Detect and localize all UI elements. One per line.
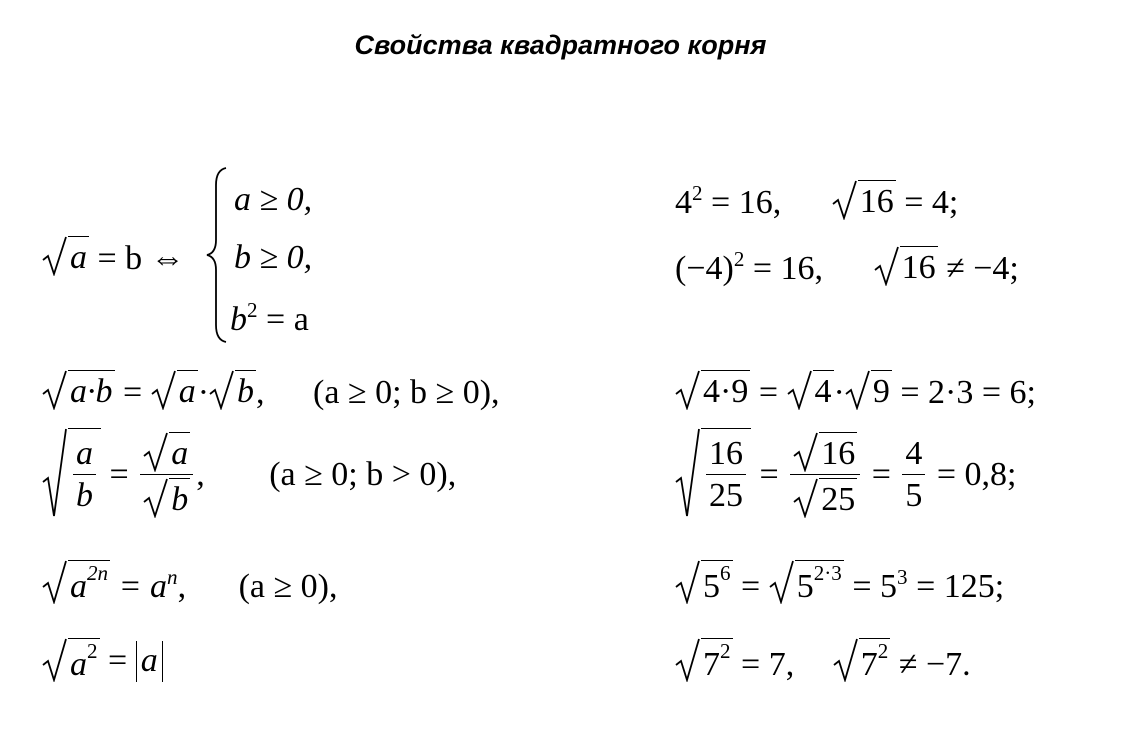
system-line-1: a ≥ 0, [234, 181, 313, 218]
condition: (a ≥ 0; b > 0), [269, 456, 457, 493]
curly-brace-icon [200, 165, 230, 345]
power-rule: a $^{2n}$ = $a^n$, (a ≥ 0), [42, 560, 337, 604]
sqrt: 16 [832, 180, 896, 220]
example-6: 7 $^2$ = 7, 7 $^2$ ≠ −7. [675, 638, 971, 682]
absolute-value-rule: a $^2$ = a [42, 638, 163, 682]
equivalence: = b ⇔ [97, 240, 185, 277]
system-line-3: $b^2 = a$ [230, 297, 309, 338]
radicand: a [70, 239, 87, 276]
example-3: 4·9 = 4 · 9 = 2·3 = 6; [675, 370, 1036, 410]
sqrt: 16 [874, 246, 938, 286]
condition-system [200, 165, 360, 345]
quotient-rule: $\frac{a}{b}$ = $\frac{a}{b}$ , (a ≥ 0; b > 0), [42, 428, 456, 518]
system-line-2: b ≥ 0, [234, 239, 313, 276]
example-2: $(-4)^2 = 16$, 16 ≠ −4; [675, 246, 1019, 287]
absolute-value: a [136, 641, 163, 682]
page-title: Свойства квадратного корня [354, 30, 767, 60]
example-4: $\frac{16}{25}$ = $\frac{16}{25}$ = $\frac{4}{5}$ = 0,8; [675, 428, 1017, 518]
example-1: $4^2 = 16$, 16 = 4; [675, 180, 959, 221]
condition: (a ≥ 0), [238, 568, 338, 605]
condition: (a ≥ 0; b ≥ 0), [313, 374, 500, 411]
sqrt [42, 236, 89, 276]
example-5: 5 $^6$ = 5 $^{2\cdot 3}$ = $5^3 = 125$; [675, 560, 1004, 604]
definition-formula [42, 236, 185, 276]
product-rule: a·b = a · b , (a ≥ 0; b ≥ 0), [42, 370, 500, 410]
